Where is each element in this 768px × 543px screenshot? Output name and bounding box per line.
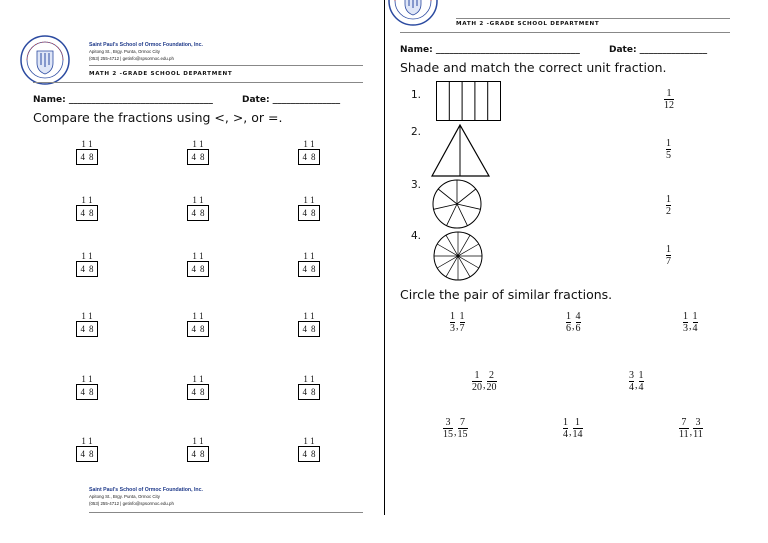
fraction: [693, 311, 698, 334]
header-rule: [456, 18, 730, 19]
pair-separator: ,: [635, 380, 638, 391]
compare-numerators: [76, 375, 98, 384]
compare-numerators: [76, 252, 98, 261]
circle-twelve-parts-shape[interactable]: [432, 230, 484, 282]
compare-answer-box[interactable]: [76, 446, 98, 462]
fraction-compare-item: [298, 196, 320, 221]
right-denominator: 8: [89, 386, 94, 397]
left-numerator: 1: [192, 311, 197, 321]
right-numerator: 1: [199, 436, 204, 446]
left-numerator: 1: [192, 436, 197, 446]
fraction: [683, 311, 688, 334]
fraction-denominator: 11: [679, 429, 689, 440]
left-numerator: 1: [303, 311, 308, 321]
fraction-numerator: 1: [666, 194, 671, 205]
compare-numerators: [187, 312, 209, 321]
left-denominator: 4: [80, 448, 85, 459]
footer-school-address: Apitong St., Brgy. Punta, Ormoc City: [89, 494, 160, 499]
fraction-compare-item: [76, 437, 98, 462]
footer-rule: [89, 512, 363, 513]
department-title: MATH 2 -GRADE SCHOOL DEPARTMENT: [456, 21, 600, 27]
header-rule: [89, 65, 363, 66]
fraction: [450, 311, 455, 334]
department-title: MATH 2 -GRADE SCHOOL DEPARTMENT: [89, 71, 233, 77]
name-field-label: Name: ________________________________: [33, 95, 213, 105]
left-numerator: 1: [192, 139, 197, 149]
right-numerator: 1: [88, 139, 93, 149]
right-numerator: 1: [310, 311, 315, 321]
fraction: [679, 417, 689, 440]
right-denominator: 8: [200, 386, 205, 397]
compare-numerators: [187, 252, 209, 261]
fraction: [639, 370, 644, 393]
page-divider: [384, 0, 385, 515]
right-denominator: 8: [89, 207, 94, 218]
compare-numerators: [298, 437, 320, 446]
pair-separator: ,: [689, 427, 693, 438]
fraction-numerator: 1: [566, 311, 571, 322]
fraction-denominator: 3: [450, 323, 455, 334]
fraction-compare-item: [187, 196, 209, 221]
fraction-compare-item: [298, 375, 320, 400]
compare-answer-box[interactable]: [298, 446, 320, 462]
unit-fraction[interactable]: [664, 88, 674, 111]
school-name: Saint Paul's School of Ormoc Foundation, Inc.: [89, 42, 203, 48]
fraction: [563, 417, 568, 440]
compare-numerators: [298, 252, 320, 261]
right-denominator: 8: [311, 448, 316, 459]
fraction-pair[interactable]: [683, 311, 698, 334]
item-number: 3.: [411, 179, 422, 191]
school-seal-logo: [388, 0, 438, 26]
compare-answer-box[interactable]: [187, 446, 209, 462]
fraction-numerator: 1: [666, 138, 671, 149]
instruction-shade-match: Shade and match the correct unit fraction.: [400, 60, 667, 75]
compare-answer-box[interactable]: [76, 321, 98, 337]
compare-answer-box[interactable]: [187, 321, 209, 337]
right-numerator: 1: [199, 139, 204, 149]
fraction-compare-item: [298, 252, 320, 277]
compare-answer-box[interactable]: [76, 149, 98, 165]
left-numerator: 1: [303, 139, 308, 149]
right-numerator: 1: [310, 251, 315, 261]
school-seal-logo: [20, 35, 70, 85]
unit-fraction[interactable]: [666, 194, 671, 217]
right-denominator: 8: [311, 263, 316, 274]
compare-answer-box[interactable]: [298, 321, 320, 337]
fraction-compare-item: [76, 312, 98, 337]
right-numerator: 1: [310, 436, 315, 446]
fraction-compare-item: [187, 312, 209, 337]
right-numerator: 1: [88, 374, 93, 384]
right-numerator: 1: [88, 195, 93, 205]
compare-answer-box[interactable]: [298, 261, 320, 277]
left-denominator: 4: [302, 151, 307, 162]
fraction-denominator: 15: [457, 429, 468, 440]
instruction-compare: Compare the fractions using <, >, or =.: [33, 110, 283, 125]
header-rule: [400, 32, 730, 33]
fraction-numerator: 7: [460, 417, 465, 428]
fraction-denominator: 3: [683, 323, 688, 334]
compare-numerators: [76, 140, 98, 149]
compare-answer-box[interactable]: [298, 205, 320, 221]
left-numerator: 1: [81, 436, 86, 446]
compare-numerators: [187, 437, 209, 446]
fraction-pair[interactable]: [629, 370, 644, 393]
fraction-pair[interactable]: [563, 417, 583, 440]
fraction-compare-item: [76, 252, 98, 277]
compare-answer-box[interactable]: [187, 384, 209, 400]
fraction-numerator: 1: [575, 417, 580, 428]
left-numerator: 1: [303, 251, 308, 261]
footer-school-contact: (053) 255-4712 | getinfo@spsormoc.edu.ph: [89, 501, 174, 506]
item-number: 4.: [411, 230, 422, 242]
right-denominator: 8: [89, 151, 94, 162]
fraction-numerator: 1: [666, 88, 672, 99]
pair-separator: ,: [454, 427, 457, 438]
compare-numerators: [298, 375, 320, 384]
fraction-denominator: 4: [563, 429, 568, 440]
fraction: [487, 370, 497, 393]
compare-numerators: [298, 140, 320, 149]
right-numerator: 1: [310, 374, 315, 384]
right-denominator: 8: [200, 263, 205, 274]
right-numerator: 1: [310, 195, 315, 205]
left-denominator: 4: [80, 207, 85, 218]
compare-answer-box[interactable]: [76, 261, 98, 277]
fraction: [693, 417, 703, 440]
fraction-numerator: 2: [489, 370, 494, 381]
fraction-denominator: 15: [443, 429, 453, 440]
fraction: [573, 417, 583, 440]
compare-numerators: [76, 312, 98, 321]
left-denominator: 4: [302, 323, 307, 334]
pair-separator: ,: [689, 321, 692, 332]
right-denominator: 8: [200, 323, 205, 334]
fraction-numerator: 3: [629, 370, 634, 381]
left-numerator: 1: [303, 436, 308, 446]
date-field-label: Date: _______________: [609, 45, 708, 55]
fraction-denominator: 20: [472, 382, 482, 393]
right-numerator: 1: [88, 311, 93, 321]
compare-answer-box[interactable]: [76, 205, 98, 221]
left-denominator: 4: [191, 207, 196, 218]
unit-fraction[interactable]: [666, 244, 671, 267]
compare-answer-box[interactable]: [187, 149, 209, 165]
fraction-numerator: 1: [666, 244, 671, 255]
left-numerator: 1: [81, 374, 86, 384]
left-numerator: 1: [192, 251, 197, 261]
fraction-denominator: 7: [666, 256, 671, 267]
fraction-denominator: 7: [459, 323, 465, 334]
left-denominator: 4: [302, 448, 307, 459]
left-numerator: 1: [81, 251, 86, 261]
fraction-denominator: 2: [666, 206, 671, 217]
fraction-pair[interactable]: [450, 311, 465, 334]
date-field-label: Date: _______________: [242, 95, 341, 105]
left-denominator: 4: [302, 207, 307, 218]
fraction-denominator: 14: [572, 429, 583, 440]
pair-separator: ,: [572, 321, 575, 332]
fraction: [443, 417, 453, 440]
left-numerator: 1: [81, 139, 86, 149]
left-denominator: 4: [191, 323, 196, 334]
right-denominator: 8: [200, 448, 205, 459]
compare-answer-box[interactable]: [298, 149, 320, 165]
fraction: [472, 370, 482, 393]
left-denominator: 4: [191, 386, 196, 397]
left-denominator: 4: [80, 323, 85, 334]
compare-numerators: [187, 196, 209, 205]
fraction-pair[interactable]: [679, 417, 703, 440]
right-denominator: 8: [200, 207, 205, 218]
fraction: [566, 311, 571, 334]
right-denominator: 8: [200, 151, 205, 162]
fraction-compare-item: [187, 437, 209, 462]
compare-answer-box[interactable]: [298, 384, 320, 400]
fraction-compare-item: [76, 375, 98, 400]
right-denominator: 8: [311, 386, 316, 397]
triangle-two-parts-shape[interactable]: [431, 124, 491, 178]
left-numerator: 1: [192, 195, 197, 205]
pair-separator: ,: [569, 427, 572, 438]
right-numerator: 1: [199, 374, 204, 384]
compare-numerators: [298, 312, 320, 321]
fraction-denominator: 6: [566, 323, 571, 334]
left-numerator: 1: [81, 195, 86, 205]
right-denominator: 8: [89, 263, 94, 274]
fraction-numerator: 3: [445, 417, 451, 428]
left-numerator: 1: [303, 195, 308, 205]
footer-school-name: Saint Paul's School of Ormoc Foundation, Inc.: [89, 487, 203, 493]
fraction-pair[interactable]: [566, 311, 581, 334]
fraction-denominator: 20: [486, 382, 497, 393]
compare-numerators: [76, 196, 98, 205]
fraction-pair[interactable]: [443, 417, 468, 440]
fraction-compare-item: [187, 252, 209, 277]
fraction-numerator: 1: [563, 417, 568, 428]
fraction-compare-item: [298, 437, 320, 462]
circle-seven-parts-shape[interactable]: [431, 178, 483, 230]
compare-answer-box[interactable]: [187, 261, 209, 277]
right-numerator: 1: [88, 436, 93, 446]
left-denominator: 4: [80, 263, 85, 274]
name-field-label: Name: ________________________________: [400, 45, 580, 55]
right-numerator: 1: [310, 139, 315, 149]
unit-fraction[interactable]: [666, 138, 671, 161]
right-numerator: 1: [199, 195, 204, 205]
header-rule: [33, 82, 363, 83]
school-contact: (053) 255-4712 | getinfo@spsormoc.edu.ph: [89, 56, 174, 61]
fraction-numerator: 3: [695, 417, 701, 428]
compare-numerators: [298, 196, 320, 205]
fraction-denominator: 11: [693, 429, 703, 440]
compare-numerators: [76, 437, 98, 446]
right-numerator: 1: [88, 251, 93, 261]
fraction-numerator: 1: [692, 311, 698, 322]
left-numerator: 1: [192, 374, 197, 384]
left-numerator: 1: [303, 374, 308, 384]
school-address: Apitong St., Brgy. Punta, Ormoc City: [89, 49, 160, 54]
item-number: 1.: [411, 89, 422, 101]
left-numerator: 1: [81, 311, 86, 321]
fraction-numerator: 4: [575, 311, 581, 322]
right-numerator: 1: [199, 311, 204, 321]
left-denominator: 4: [80, 151, 85, 162]
fraction-compare-item: [187, 140, 209, 165]
fraction-numerator: 7: [681, 417, 687, 428]
fraction-compare-item: [76, 196, 98, 221]
fraction-pair[interactable]: [472, 370, 497, 393]
fraction-denominator: 4: [638, 382, 644, 393]
fraction-denominator: 12: [664, 100, 674, 111]
fraction-denominator: 4: [629, 382, 634, 393]
fraction: [576, 311, 581, 334]
fraction: [460, 311, 465, 334]
right-denominator: 8: [89, 448, 94, 459]
compare-answer-box[interactable]: [187, 205, 209, 221]
fraction-numerator: 1: [683, 311, 688, 322]
left-denominator: 4: [191, 263, 196, 274]
left-denominator: 4: [80, 386, 85, 397]
fraction-numerator: 1: [474, 370, 480, 381]
left-denominator: 4: [302, 263, 307, 274]
compare-numerators: [187, 375, 209, 384]
right-denominator: 8: [311, 151, 316, 162]
fraction: [629, 370, 634, 393]
left-denominator: 4: [191, 151, 196, 162]
left-denominator: 4: [191, 448, 196, 459]
compare-numerators: [187, 140, 209, 149]
fraction-denominator: 6: [575, 323, 581, 334]
fraction-denominator: 5: [666, 150, 671, 161]
compare-answer-box[interactable]: [76, 384, 98, 400]
fraction-compare-item: [76, 140, 98, 165]
left-denominator: 4: [302, 386, 307, 397]
rectangle-five-parts-shape[interactable]: [436, 81, 502, 123]
fraction: [458, 417, 468, 440]
fraction-numerator: 1: [459, 311, 465, 322]
fraction-compare-item: [187, 375, 209, 400]
fraction-numerator: 1: [638, 370, 644, 381]
instruction-similar-fractions: Circle the pair of similar fractions.: [400, 287, 613, 302]
fraction-compare-item: [298, 140, 320, 165]
item-number: 2.: [411, 126, 422, 138]
right-denominator: 8: [89, 323, 94, 334]
pair-separator: ,: [483, 380, 486, 391]
fraction-numerator: 1: [450, 311, 455, 322]
right-denominator: 8: [311, 323, 316, 334]
right-denominator: 8: [311, 207, 316, 218]
pair-separator: ,: [456, 321, 459, 332]
right-numerator: 1: [199, 251, 204, 261]
fraction-denominator: 4: [692, 323, 698, 334]
fraction-compare-item: [298, 312, 320, 337]
